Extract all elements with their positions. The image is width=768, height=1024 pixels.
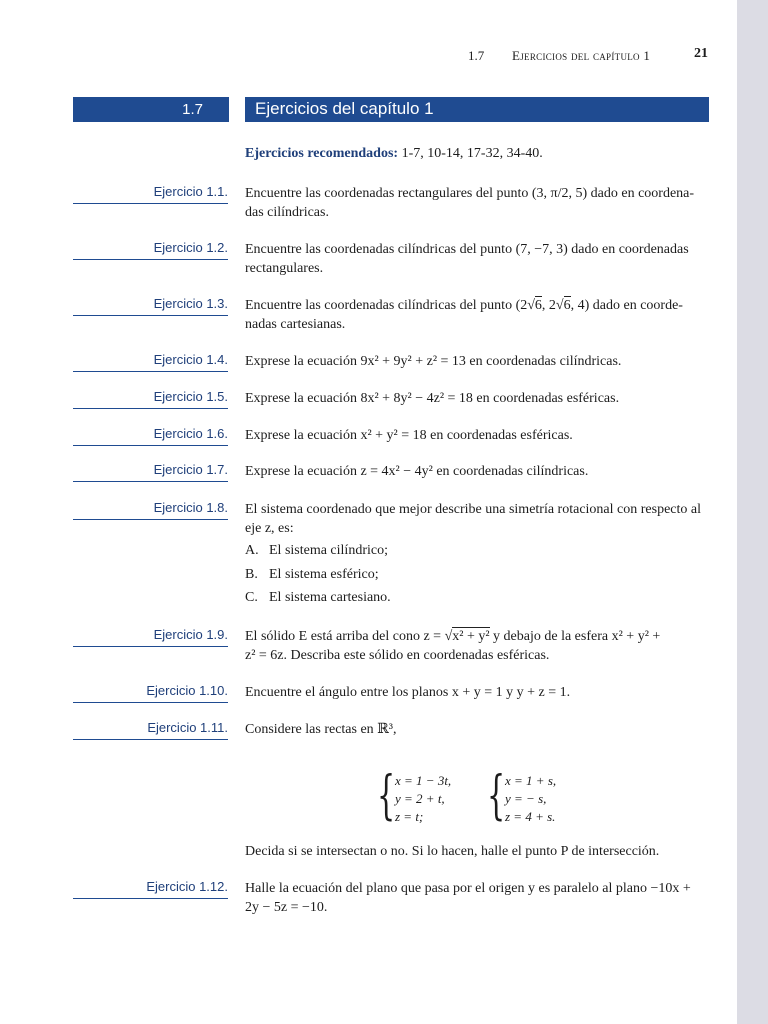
recommended-value: 1-7, 10-14, 17-32, 34-40. <box>401 146 543 161</box>
exercise-text: Encuentre el ángulo entre los planos x + y = 1 y y + z = 1. <box>245 685 571 700</box>
recommended-label: Ejercicios recomendados: <box>245 146 399 161</box>
exercise-line: Halle la ecuación del plano que pasa por el origen y es paralelo al plano −10x + <box>245 881 691 896</box>
exercise-label: Ejercicio 1.5. <box>73 389 228 409</box>
exercise-text <box>245 296 710 334</box>
exercise-text <box>245 500 710 538</box>
exercise-label: Ejercicio 1.11. <box>73 720 228 740</box>
exercise-text: Exprese la ecuación z = 4x² − 4y² en coordenadas cilíndricas. <box>245 464 589 479</box>
equation: z = t; <box>395 809 424 824</box>
radicand: x² + y² <box>452 629 490 644</box>
exercise-line: das cilíndricas. <box>245 205 329 220</box>
running-head-title: Ejercicios del capítulo 1 <box>512 48 651 63</box>
exercise-label: Ejercicio 1.2. <box>73 240 228 260</box>
option-text: El sistema esférico; <box>269 567 379 582</box>
text-fragment: , 2 <box>541 298 556 313</box>
radicand: 6 <box>534 298 542 313</box>
exercise-line: eje z, es: <box>245 521 294 536</box>
exercise-line: 2y − 5z = −10. <box>245 900 328 915</box>
option-letter: C. <box>245 590 258 605</box>
left-brace: { <box>377 766 396 826</box>
exercise-text <box>245 240 710 278</box>
exercise-label: Ejercicio 1.3. <box>73 296 228 316</box>
exercise-line: rectangulares. <box>245 261 324 276</box>
option-text: El sistema cartesiano. <box>269 590 391 605</box>
exercise-line: Encuentre las coordenadas cilíndricas del punto (2√6, 2√6, 4) dado en coorde- <box>245 298 683 313</box>
radicand: 6 <box>563 298 571 313</box>
exercise-label: Ejercicio 1.10. <box>73 683 228 703</box>
option-letter: B. <box>245 567 258 582</box>
exercise-label: Ejercicio 1.12. <box>73 879 228 899</box>
exercise-label: Ejercicio 1.4. <box>73 352 228 372</box>
exercise-label: Ejercicio 1.1. <box>73 184 228 204</box>
exercise-line: z² = 6z. Describa este sólido en coordenadas esféricas. <box>245 648 550 663</box>
exercise-text: Exprese la ecuación x² + y² = 18 en coordenadas esféricas. <box>245 428 573 443</box>
recommended-exercises <box>245 146 543 162</box>
section-number: 1.7 <box>73 97 229 122</box>
exercise-text: Exprese la ecuación 8x² + 8y² − 4z² = 18 en coordenadas esféricas. <box>245 391 620 406</box>
exercise-text: Decida si se intersectan o no. Si lo hacen, halle el punto P de intersección. <box>245 844 660 859</box>
option-b <box>245 567 379 583</box>
exercise-text <box>245 879 710 917</box>
option-letter: A. <box>245 543 259 558</box>
equation-system <box>375 766 595 828</box>
equation: z = 4 + s. <box>505 809 556 824</box>
text-fragment: y debajo de la esfera x² + y² + <box>489 629 661 644</box>
running-head-number: 1.7 <box>468 48 485 63</box>
equation: x = 1 − 3t, <box>395 773 452 788</box>
page-edge-strip <box>737 0 768 1024</box>
exercise-text: Exprese la ecuación 9x² + 9y² + z² = 13 en coordenadas cilíndricas. <box>245 354 622 369</box>
left-brace: { <box>487 766 506 826</box>
equation: x = 1 + s, <box>505 773 557 788</box>
exercise-line: Encuentre las coordenadas cilíndricas del punto (7, −7, 3) dado en coordenadas <box>245 242 689 257</box>
exercise-label: Ejercicio 1.7. <box>73 462 228 482</box>
option-a <box>245 543 388 559</box>
page-number: 21 <box>694 46 708 61</box>
equation: y = − s, <box>505 791 547 806</box>
exercise-line: El sistema coordenado que mejor describe una simetría rotacional con respecto al <box>245 502 701 517</box>
exercise-line: Encuentre las coordenadas rectangulares del punto (3, π/2, 5) dado en coordena- <box>245 186 695 201</box>
section-title: Ejercicios del capítulo 1 <box>245 97 709 122</box>
exercise-label: Ejercicio 1.9. <box>73 627 228 647</box>
option-c <box>245 590 391 606</box>
exercise-label: Ejercicio 1.8. <box>73 500 228 520</box>
text-fragment: , 4) dado en coorde- <box>570 298 683 313</box>
exercise-line: nadas cartesianas. <box>245 317 346 332</box>
exercise-label: Ejercicio 1.6. <box>73 426 228 446</box>
exercise-line: El sólido E está arriba del cono z = √x² + y² y debajo de la esfera x² + y² + <box>245 629 661 644</box>
exercise-text <box>245 184 710 222</box>
option-text: El sistema cilíndrico; <box>269 543 388 558</box>
text-fragment: El sólido E está arriba del cono z = <box>245 629 445 644</box>
text-fragment: Encuentre las coordenadas cilíndricas del punto (2 <box>245 298 528 313</box>
equation: y = 2 + t, <box>395 791 445 806</box>
running-head <box>430 46 710 66</box>
exercise-text <box>245 627 710 665</box>
exercise-text: Considere las rectas en ℝ³, <box>245 722 397 737</box>
